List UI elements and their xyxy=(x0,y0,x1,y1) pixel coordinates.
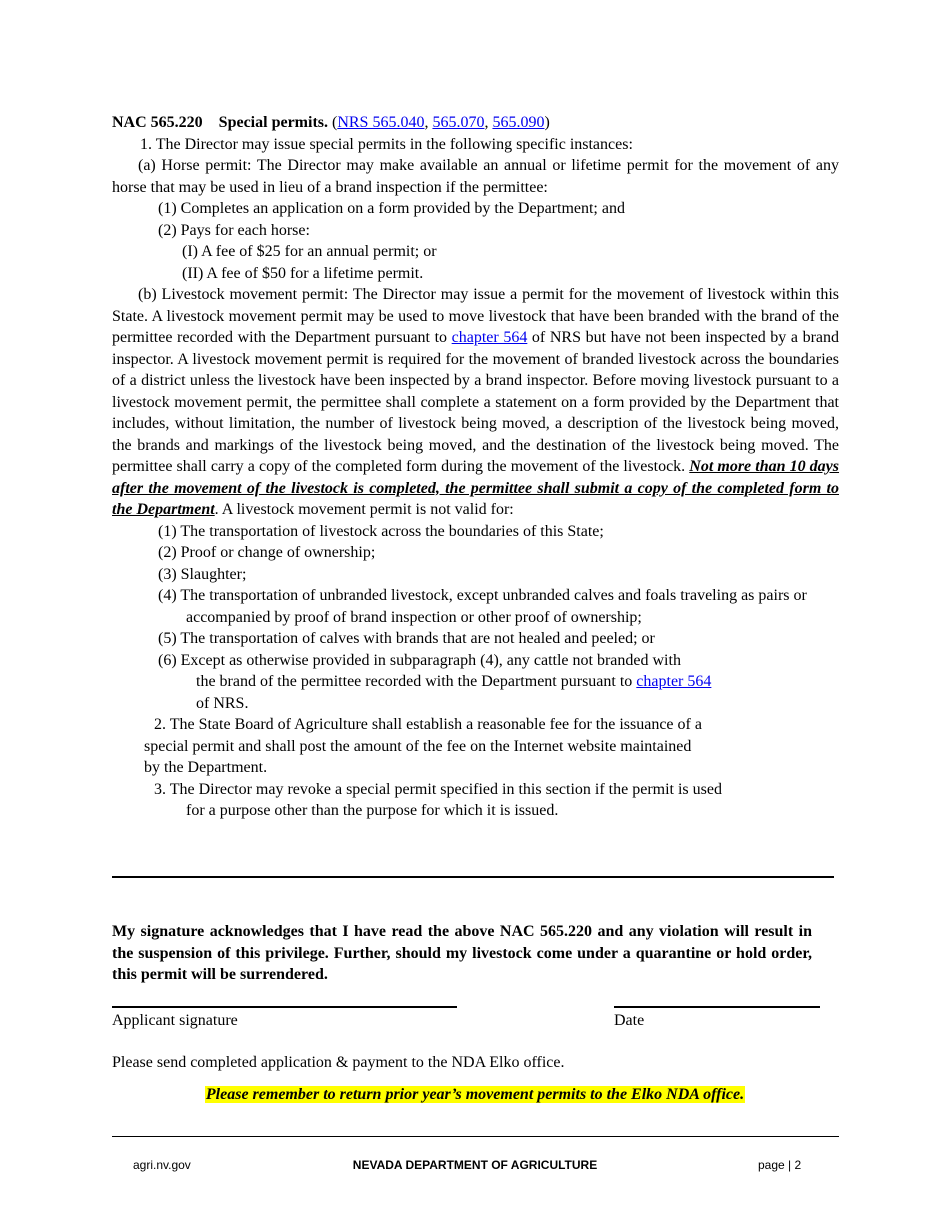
horse-fee-lifetime: (II) A fee of $50 for a lifetime permit. xyxy=(182,264,424,282)
invalid-use-item: (5) The transportation of calves with brands that are not healed and peeled; or xyxy=(158,630,655,647)
invalid-use-item: (2) Proof or change of ownership; xyxy=(158,544,376,561)
submission-deadline-emphasis: Not more than 10 days after the movement of the livestock is completed, the permittee shall submit a copy of the completed form to the Department xyxy=(112,458,840,518)
signature-label: Applicant signature xyxy=(112,1012,238,1029)
send-instructions: Please send completed application & payment to the NDA Elko office. xyxy=(112,1054,565,1071)
section-name: Special permits. xyxy=(218,114,328,131)
refs-sep: , xyxy=(484,114,493,131)
footer-page-number: page | 2 xyxy=(758,1158,802,1172)
section-heading xyxy=(112,112,839,134)
date-line[interactable] xyxy=(614,1006,820,1008)
chapter-564-link[interactable]: chapter 564 xyxy=(451,329,528,346)
section-code: NAC 565.220 xyxy=(112,114,203,131)
livestock-text-part: (b) Livestock movement permit: The Director may issue a permit for the movement of livestock within this State. A livestock movement permit may be used to move livestock that have been branded with the brand of the permittee recorded with the Department pursuant to xyxy=(112,286,839,346)
invalid-use-item-6-end: of NRS. xyxy=(196,694,249,712)
paragraph-2-line3: by the Department. xyxy=(144,759,268,776)
livestock-text-part: . A livestock movement permit is not valid for: xyxy=(214,501,514,518)
livestock-text-part: of NRS but have not been inspected by a brand inspector. A livestock movement permit is required for the movement of branded livestock across the boundaries of a district unless the livestock have been inspected by a brand inspector. Before moving livestock pursuant to a livestock movement permit, the permittee shall complete a statement on a form provided by the Department that includes, without limitation, the number of livestock being moved, a description of the livestock being moved, the brands and markings of the livestock being moved, and the destination of the livestock being moved. The permittee shall carry a copy of the completed form during the movement of the livestock. xyxy=(112,329,840,475)
paragraph-1: 1. The Director may issue special permits in the following specific instances: xyxy=(140,135,633,153)
refs-sep: , xyxy=(424,114,433,131)
invalid-use-item: (1) The transportation of livestock across the boundaries of this State; xyxy=(158,522,604,540)
chapter-564-link-2[interactable]: chapter 564 xyxy=(636,673,712,690)
footer-organization: NEVADA DEPARTMENT OF AGRICULTURE xyxy=(352,1158,598,1172)
regulation-text xyxy=(112,112,839,822)
paragraph-2-line2: special permit and shall post the amount of the fee on the Internet website maintained xyxy=(144,737,692,755)
section-divider xyxy=(112,876,834,878)
horse-fee-annual: (I) A fee of $25 for an annual permit; or xyxy=(182,243,437,260)
ref-link-nrs-565-040[interactable]: NRS 565.040 xyxy=(337,114,425,131)
paragraph-3-line1: 3. The Director may revoke a special permit specified in this section if the permit is used xyxy=(154,780,722,798)
livestock-permit-text xyxy=(112,284,839,521)
reminder-text: Please remember to return prior year’s movement permits to the Elko NDA office. xyxy=(205,1086,745,1103)
horse-item-1: (1) Completes an application on a form provided by the Department; and xyxy=(158,200,625,217)
invalid-use-item-6: (6) Except as otherwise provided in subparagraph (4), any cattle not branded with xyxy=(158,651,681,669)
reminder-notice xyxy=(0,1086,950,1104)
item6-text: the brand of the permittee recorded with the Department pursuant to xyxy=(196,673,637,690)
invalid-use-item: (4) The transportation of unbranded livestock, except unbranded calves and foals traveling as pairs or accompanied by proof of brand inspection or other proof of ownership; xyxy=(158,587,807,626)
paragraph-3-line2: for a purpose other than the purpose for which it is issued. xyxy=(186,802,559,819)
refs-open: ( xyxy=(332,114,338,131)
footer-website: agri.nv.gov xyxy=(133,1158,191,1172)
invalid-use-item-6-cont xyxy=(112,671,839,693)
horse-permit-intro: (a) Horse permit: The Director may make available an annual or lifetime permit for the movement of any horse that may be used in lieu of a brand inspection if the permittee: xyxy=(112,157,839,196)
horse-item-2: (2) Pays for each horse: xyxy=(158,221,310,239)
ref-link-565-070[interactable]: 565.070 xyxy=(432,114,485,131)
footer-divider xyxy=(112,1136,839,1137)
signature-line[interactable] xyxy=(112,1006,457,1008)
invalid-use-item: (3) Slaughter; xyxy=(158,565,247,583)
date-label: Date xyxy=(614,1012,645,1029)
paragraph-2-line1: 2. The State Board of Agriculture shall establish a reasonable fee for the issuance of a xyxy=(154,716,702,733)
acknowledgement-statement: My signature acknowledges that I have read the above NAC 565.220 and any violation will result in the suspension of this privilege. Further, should my livestock come under a quarantine or hold order, this permit will be surrendered. xyxy=(112,923,812,983)
refs-close: ) xyxy=(544,114,550,131)
ref-link-565-090[interactable]: 565.090 xyxy=(492,114,545,131)
